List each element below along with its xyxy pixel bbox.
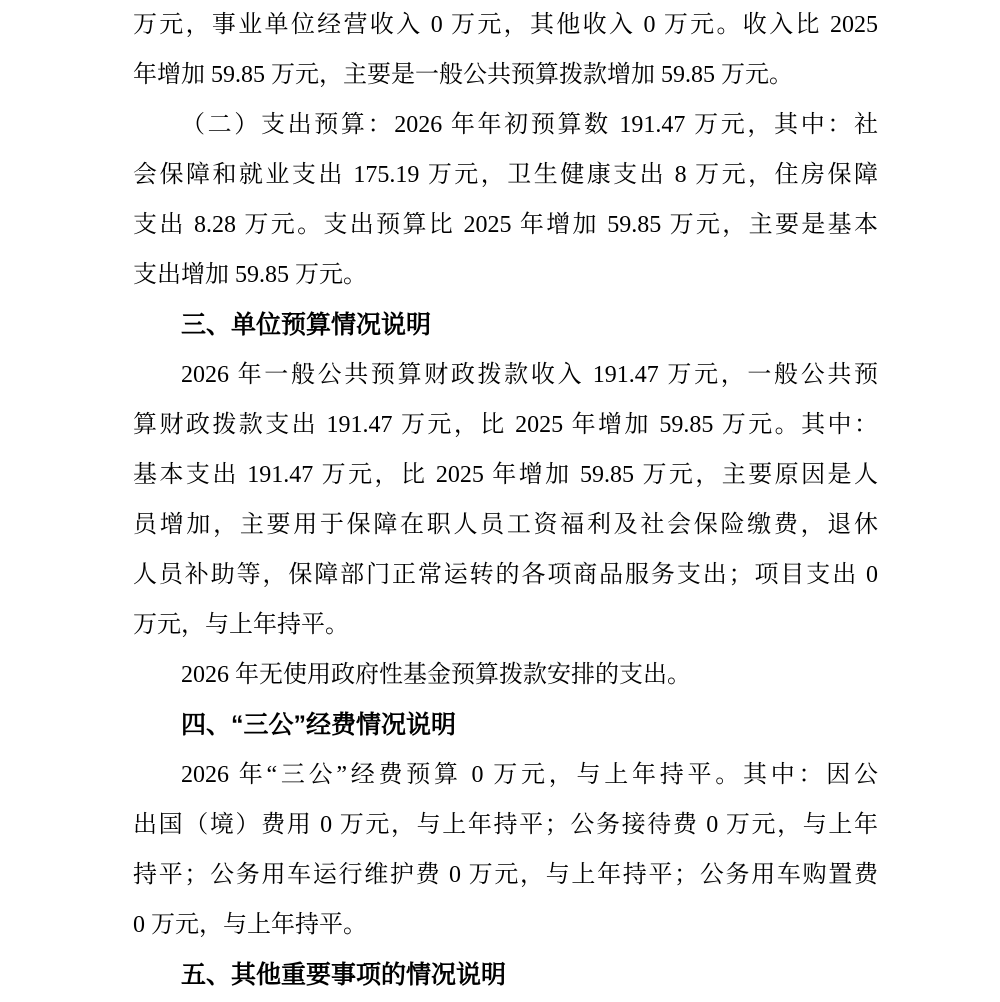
text-line: 2026 年“三公”经费预算 0 万元，与上年持平。其中：因公: [181, 762, 878, 788]
text-line: 算财政拨款支出 191.47 万元，比 2025 年增加 59.85 万元。其中：: [133, 412, 878, 438]
text-line: 出国（境）费用 0 万元，与上年持平；公务接待费 0 万元，与上年: [133, 812, 878, 838]
document-body: [133, 0, 878, 1000]
section-heading: 四、“三公”经费情况说明: [181, 711, 457, 739]
text-line: 万元，事业单位经营收入 0 万元，其他收入 0 万元。收入比 2025: [133, 12, 878, 38]
text-line: 支出增加 59.85 万元。: [133, 262, 367, 288]
text-line: 持平；公务用车运行维护费 0 万元，与上年持平；公务用车购置费: [133, 862, 878, 888]
text-line: 人员补助等，保障部门正常运转的各项商品服务支出；项目支出 0: [133, 562, 878, 588]
text-line: 2026 年一般公共预算财政拨款收入 191.47 万元，一般公共预: [181, 362, 878, 388]
section-heading: 五、其他重要事项的情况说明: [181, 961, 507, 989]
section-heading: 三、单位预算情况说明: [181, 311, 432, 339]
text-line: 2026 年无使用政府性基金预算拨款安排的支出。: [181, 662, 691, 688]
text-line: （二）支出预算：2026 年年初预算数 191.47 万元，其中：社: [181, 112, 878, 138]
text-line: 会保障和就业支出 175.19 万元，卫生健康支出 8 万元，住房保障: [133, 162, 878, 188]
text-line: 基本支出 191.47 万元，比 2025 年增加 59.85 万元，主要原因是人: [133, 462, 878, 488]
text-line: 0 万元，与上年持平。: [133, 912, 367, 938]
text-line: 年增加 59.85 万元，主要是一般公共预算拨款增加 59.85 万元。: [133, 62, 793, 88]
text-line: 万元，与上年持平。: [133, 612, 349, 638]
text-line: 支出 8.28 万元。支出预算比 2025 年增加 59.85 万元，主要是基本: [133, 212, 878, 238]
text-line: 员增加，主要用于保障在职人员工资福利及社会保险缴费，退休: [133, 512, 878, 538]
